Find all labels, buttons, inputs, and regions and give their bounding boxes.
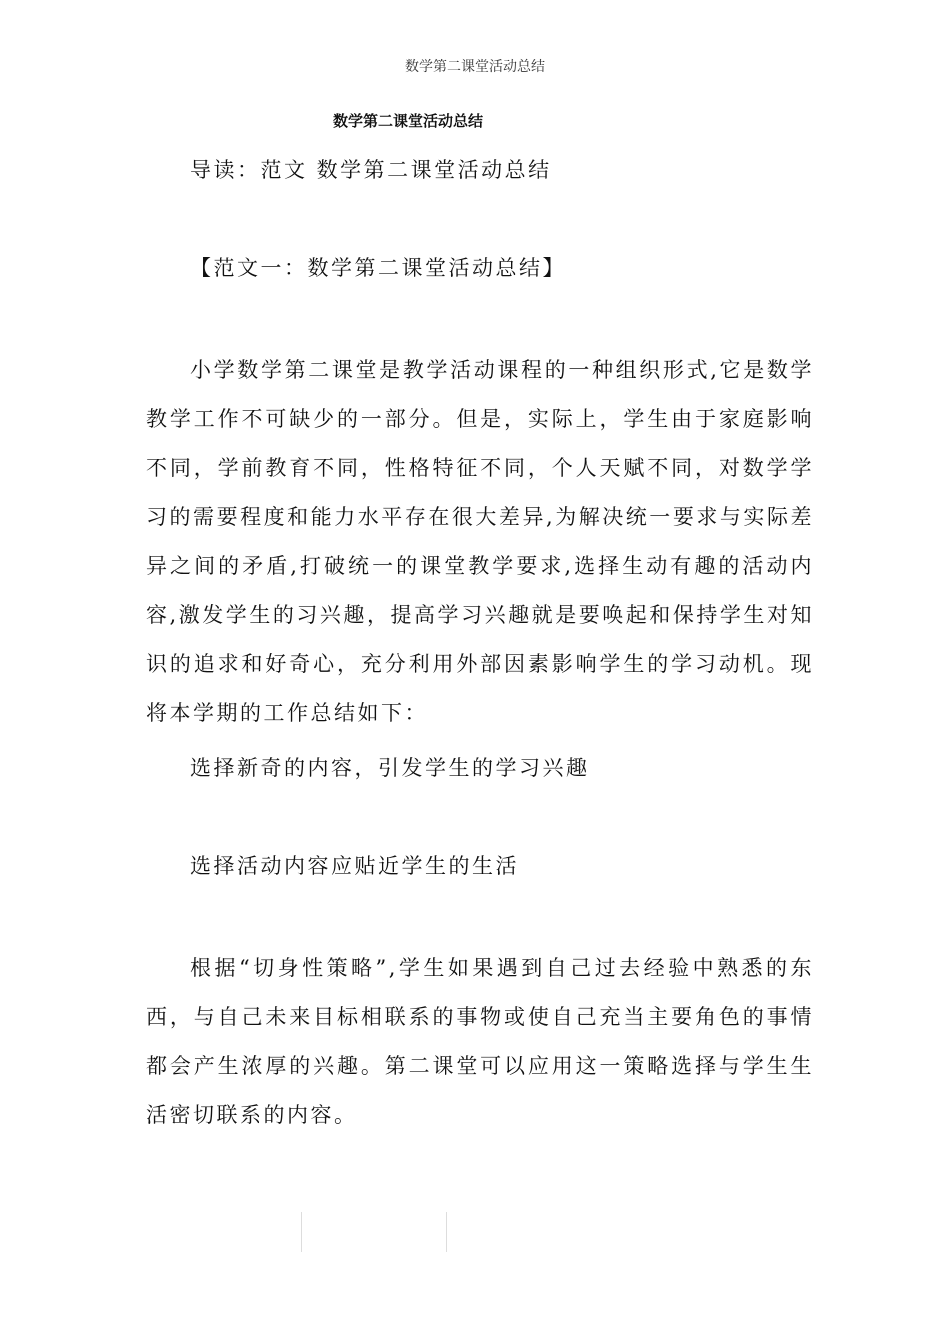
footer-divider-right xyxy=(446,1212,447,1252)
body-paragraph-1: 小学数学第二课堂是教学活动课程的一种组织形式,它是数学教学工作不可缺少的一部分。但是，实际上，学生由于家庭影响不同，学前教育不同，性格特征不同，个人天赋不同，对数学学习的需要程度和能力水平存在很大差异,为解决统一要求与实际差异之间的矛盾,打破统一的课堂教学要求,选择生动有趣的活动内容,激发学生的习兴趣，提高学习兴趣就是要唤起和保持学生对知识的追求和好奇心，充分利用外部因素影响学生的学习动机。现将本学期的工作总结如下： xyxy=(146,358,814,725)
footer-frame xyxy=(301,1212,447,1252)
subheading-2: 选择活动内容应贴近学生的生活 xyxy=(190,854,519,878)
section-heading: 【范文一：数学第二课堂活动总结】 xyxy=(190,256,566,280)
running-header: 数学第二课堂活动总结 xyxy=(405,59,545,75)
footer-divider-left xyxy=(301,1212,302,1252)
subheading-1: 选择新奇的内容，引发学生的学习兴趣 xyxy=(190,756,590,780)
body-paragraph-2: 根据“切身性策略”,学生如果遇到自己过去经验中熟悉的东西，与自己未来目标相联系的事物或使自己充当主要角色的事情都会产生浓厚的兴趣。第二课堂可以应用这一策略选择与学生生活密切联系的内容。 xyxy=(146,956,814,1127)
document-title: 数学第二课堂活动总结 xyxy=(332,112,483,130)
intro-line: 导读：范文 数学第二课堂活动总结 xyxy=(190,158,552,182)
